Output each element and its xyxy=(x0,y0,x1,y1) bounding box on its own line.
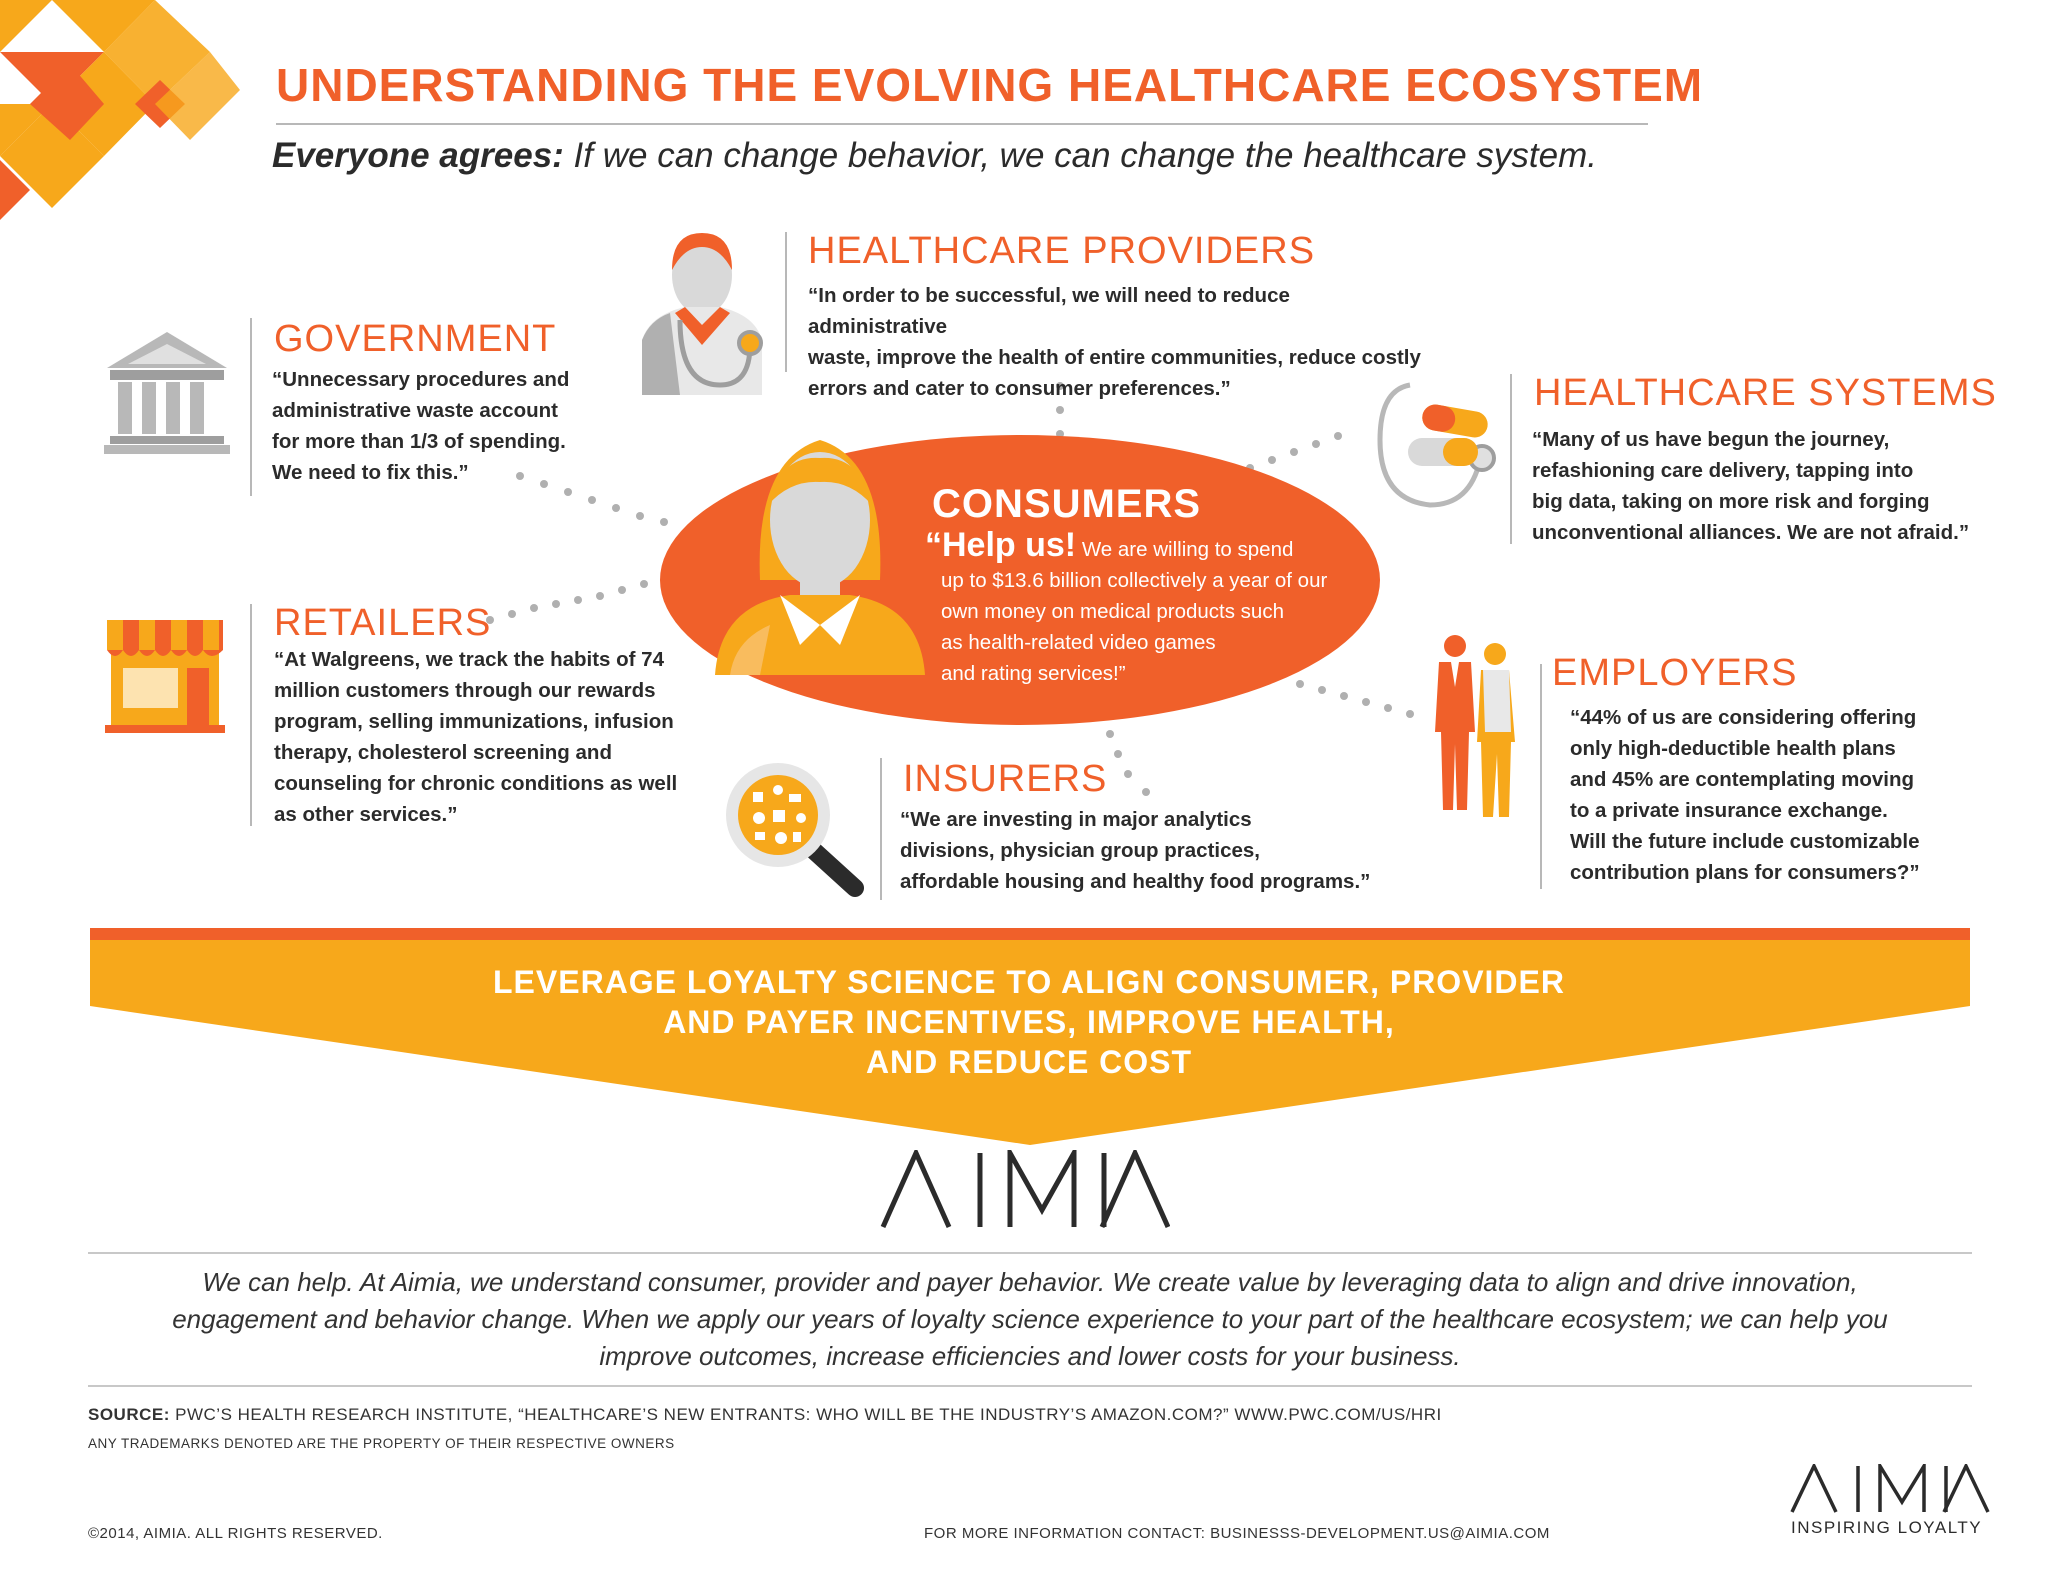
retailers-line-5: counseling for chronic conditions as well xyxy=(274,772,678,795)
consumers-line-4: as health-related video games xyxy=(941,631,1216,654)
employers-line-2: only high-deductible health plans xyxy=(1570,737,1896,760)
copyright: ©2014, AIMIA. ALL RIGHTS RESERVED. xyxy=(88,1525,383,1542)
cta-banner-text xyxy=(90,962,1968,1082)
page-title: UNDERSTANDING THE EVOLVING HEALTHCARE ECOSYSTEM xyxy=(276,59,1704,111)
about-line-2: engagement and behavior change. When we apply our years of loyalty science experience to your part of the healthcare ecosystem; we can help you xyxy=(172,1304,1888,1334)
about-line-1: We can help. At Aimia, we understand consumer, provider and payer behavior. We create value by leveraging data to align and drive innovation, xyxy=(202,1267,1858,1297)
government-line-4: We need to fix this.” xyxy=(272,461,469,484)
retailers-line-4: therapy, cholesterol screening and xyxy=(274,741,612,764)
consumers-line-3: own money on medical products such xyxy=(941,600,1284,623)
employers-title: EMPLOYERS xyxy=(1552,652,1798,694)
providers-line-2: waste, improve the health of entire communities, reduce costly xyxy=(808,346,1421,369)
banner-line-2: AND PAYER INCENTIVES, IMPROVE HEALTH, xyxy=(663,1004,1395,1040)
government-line-1: “Unnecessary procedures and xyxy=(272,368,570,391)
retailers-line-1: “At Walgreens, we track the habits of 74 xyxy=(274,648,664,671)
employers-line-3: and 45% are contemplating moving xyxy=(1570,768,1915,791)
insurers-line-2: divisions, physician group practices, xyxy=(900,839,1260,862)
retailers-line-6: as other services.” xyxy=(274,803,458,826)
about-bottom-divider xyxy=(88,1385,1972,1387)
source-label: SOURCE: xyxy=(88,1405,170,1424)
aimia-logo xyxy=(880,1150,1170,1230)
banner-line-1: LEVERAGE LOYALTY SCIENCE TO ALIGN CONSUMER, PROVIDER xyxy=(493,964,1565,1000)
consumers-line-2: up to $13.6 billion collectively a year of our xyxy=(941,569,1328,592)
providers-line-3: errors and cater to consumer preferences.” xyxy=(808,377,1231,400)
employers-line-4: to a private insurance exchange. xyxy=(1570,799,1888,822)
employers-line-1: “44% of us are considering offering xyxy=(1570,706,1917,729)
retailers-line-3: program, selling immunizations, infusion xyxy=(274,710,674,733)
source-text: PWC’S HEALTH RESEARCH INSTITUTE, “HEALTHCARE’S NEW ENTRANTS: WHO WILL BE THE INDUSTRY’S AMAZON.COM?” WWW.PWC.COM/US/HRI xyxy=(169,1405,1442,1424)
government-line-3: for more than 1/3 of spending. xyxy=(272,430,566,453)
retailers-title: RETAILERS xyxy=(274,602,492,644)
about-top-divider xyxy=(88,1252,1972,1254)
insurers-line-1: “We are investing in major analytics xyxy=(900,808,1252,831)
subtitle-bold: Everyone agrees: xyxy=(272,136,564,175)
about-line-3: improve outcomes, increase efficiencies and lower costs for your business. xyxy=(599,1341,1461,1371)
systems-line-1: “Many of us have begun the journey, xyxy=(1532,428,1890,451)
systems-line-3: big data, taking on more risk and forging xyxy=(1532,490,1930,513)
about-text xyxy=(110,1264,1950,1375)
systems-title: HEALTHCARE SYSTEMS xyxy=(1534,372,1997,414)
systems-line-4: unconventional alliances. We are not afraid.” xyxy=(1532,521,1970,544)
providers-title: HEALTHCARE PROVIDERS xyxy=(808,230,1316,272)
government-title: GOVERNMENT xyxy=(274,318,557,360)
trademark-note: ANY TRADEMARKS DENOTED ARE THE PROPERTY OF THEIR RESPECTIVE OWNERS xyxy=(88,1436,675,1451)
contact-info: FOR MORE INFORMATION CONTACT: BUSINESSS-DEVELOPMENT.US@AIMIA.COM xyxy=(924,1525,1550,1542)
consumers-line-5: and rating services!” xyxy=(941,662,1126,685)
government-line-2: administrative waste account xyxy=(272,399,558,422)
systems-line-2: refashioning care delivery, tapping into xyxy=(1532,459,1914,482)
insurers-title: INSURERS xyxy=(903,758,1108,800)
help-us-text: “Help us! xyxy=(925,526,1077,564)
banner-line-3: AND REDUCE COST xyxy=(865,1044,1193,1080)
source-note xyxy=(88,1405,1442,1425)
brand-tagline: INSPIRING LOYALTY xyxy=(1791,1518,1983,1537)
retailers-line-2: million customers through our rewards xyxy=(274,679,656,702)
employers-line-5: Will the future include customizable xyxy=(1570,830,1920,853)
insurers-line-3: affordable housing and healthy food programs.” xyxy=(900,870,1371,893)
subtitle-text: If we can change behavior, we can change the healthcare system. xyxy=(563,136,1597,175)
employers-line-6: contribution plans for consumers?” xyxy=(1570,861,1920,884)
aimia-logo-small xyxy=(1790,1464,1990,1514)
consumers-line-1: We are willing to spend xyxy=(1076,538,1294,561)
consumers-title: CONSUMERS xyxy=(932,482,1202,526)
providers-line-1: “In order to be successful, we will need to reduce administrative xyxy=(808,284,1290,338)
